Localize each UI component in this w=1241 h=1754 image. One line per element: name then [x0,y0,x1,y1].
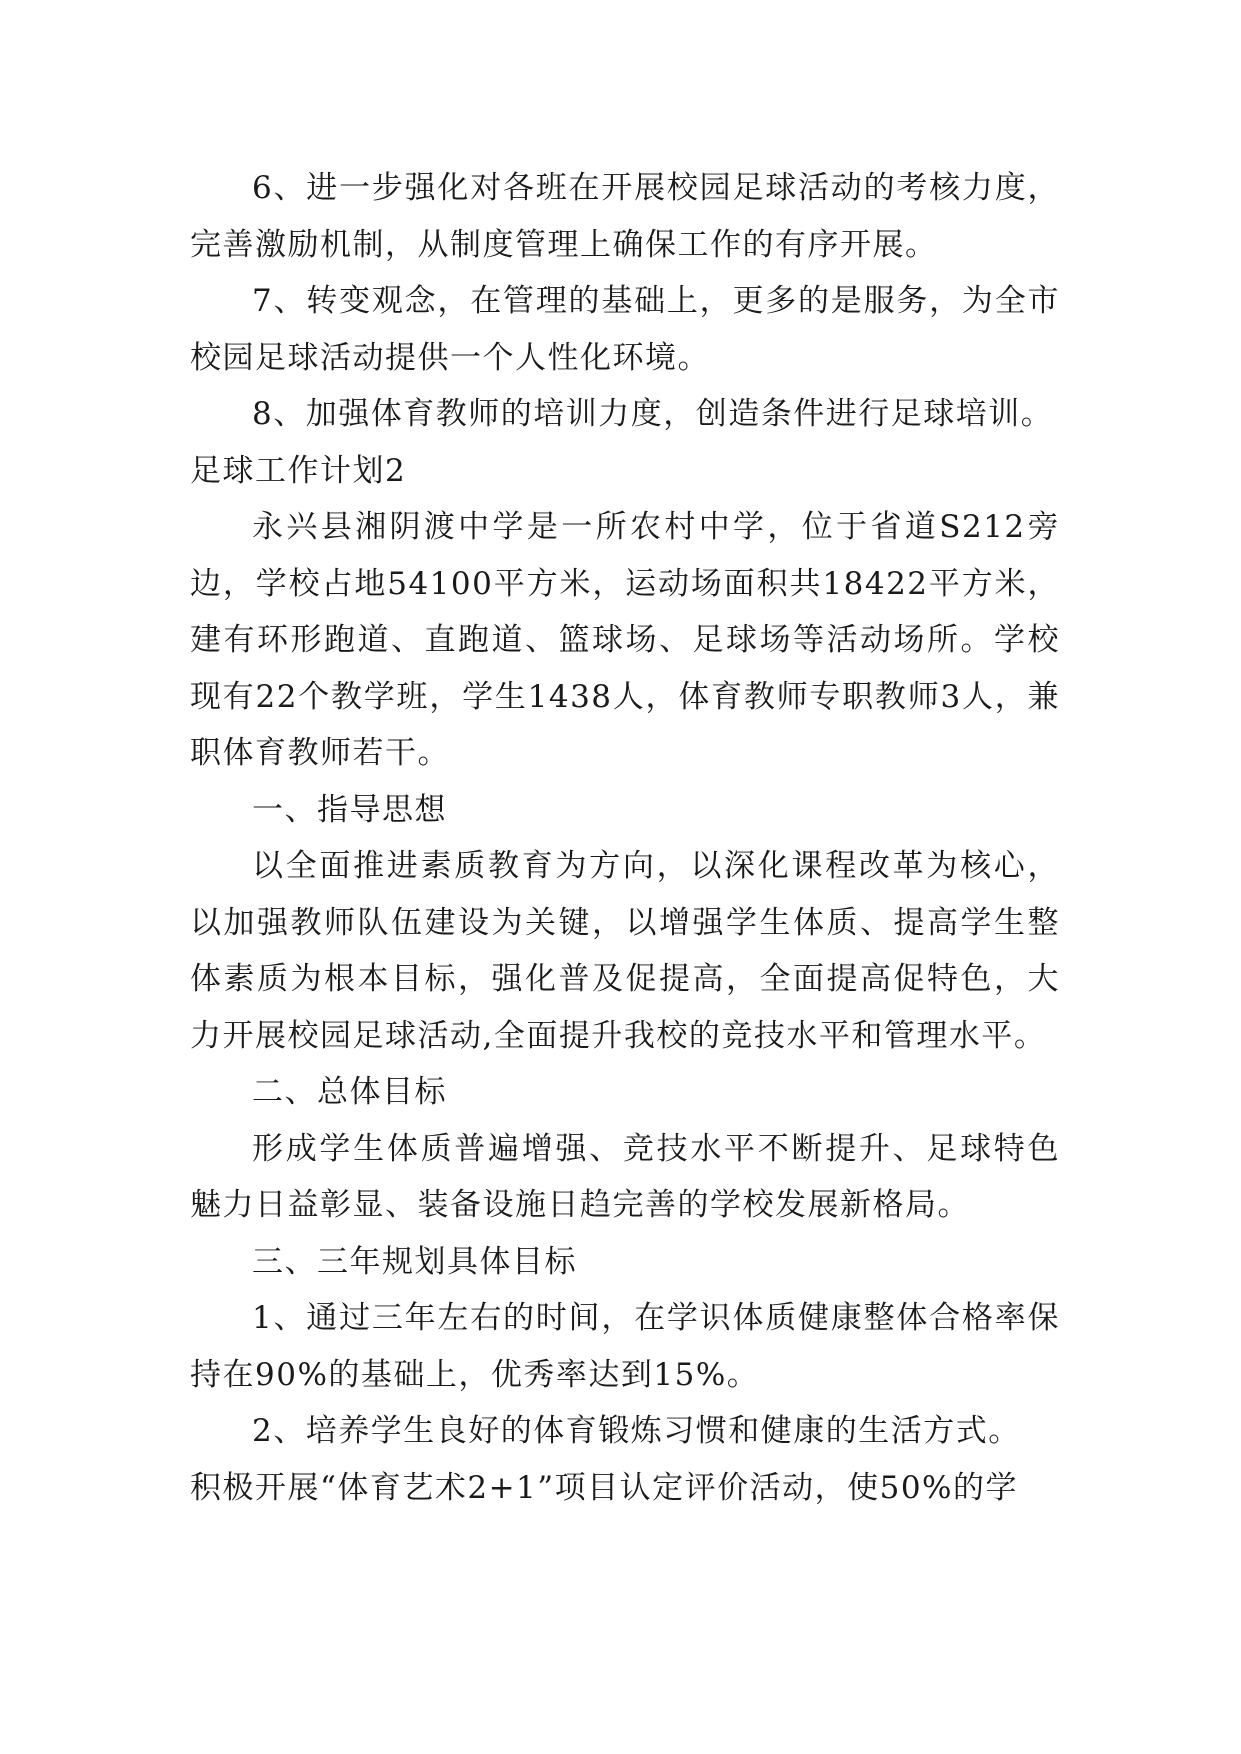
paragraph-item-7: 7、转变观念，在管理的基础上，更多的是服务，为全市校园足球活动提供一个人性化环境。 [190,283,1060,376]
paragraph-item-6: 6、进一步强化对各班在开展校园足球活动的考核力度，完善激励机制，从制度管理上确保工作的有序开展。 [190,170,1060,263]
section-title-guiding-ideology: 一、指导思想 [252,791,447,828]
paragraph-item-8: 8、加强体育教师的培训力度，创造条件进行足球培训。 [252,396,1054,432]
paragraph-goal-1: 1、通过三年左右的时间，在学识体质健康整体合格率保持在90%的基础上，优秀率达到15%。 [190,1300,1060,1393]
section-title-three-year-plan: 三、三年规划具体目标 [252,1243,577,1280]
paragraph-goal-2: 2、培养学生良好的体育锻炼习惯和健康的生活方式。 [252,1413,1021,1449]
paragraph-overall-goal: 形成学生体质普遍增强、竞技水平不断提升、足球特色魅力日益彰显、装备设施日趋完善的学校发展新格局。 [190,1130,1060,1223]
paragraph-school-intro: 永兴县湘阴渡中学是一所农村中学，位于省道S212旁边，学校占地54100平方米，运动场面积共18422平方米，建有环形跑道、直跑道、篮球场、足球场等活动场所。学校现有22个教学班，学生1438人，体育教师专职教师3人，兼职体育教师若干。 [190,509,1060,771]
document-heading: 足球工作计划2 [190,452,407,489]
section-title-overall-goal: 二、总体目标 [252,1074,447,1110]
paragraph-guiding-ideology: 以全面推进素质教育为方向，以深化课程改革为核心，以加强教师队伍建设为关键，以增强学生体质、提高学生整体素质为根本目标，强化普及促提高，全面提高促特色，大力开展校园足球活动,全面提升我校的竞技水平和管理水平。 [190,848,1060,1054]
document-page [190,160,1060,1516]
paragraph-goal-2-continued: 积极开展“体育艺术2+1”项目认定评价活动，使50%的学 [190,1469,1019,1506]
